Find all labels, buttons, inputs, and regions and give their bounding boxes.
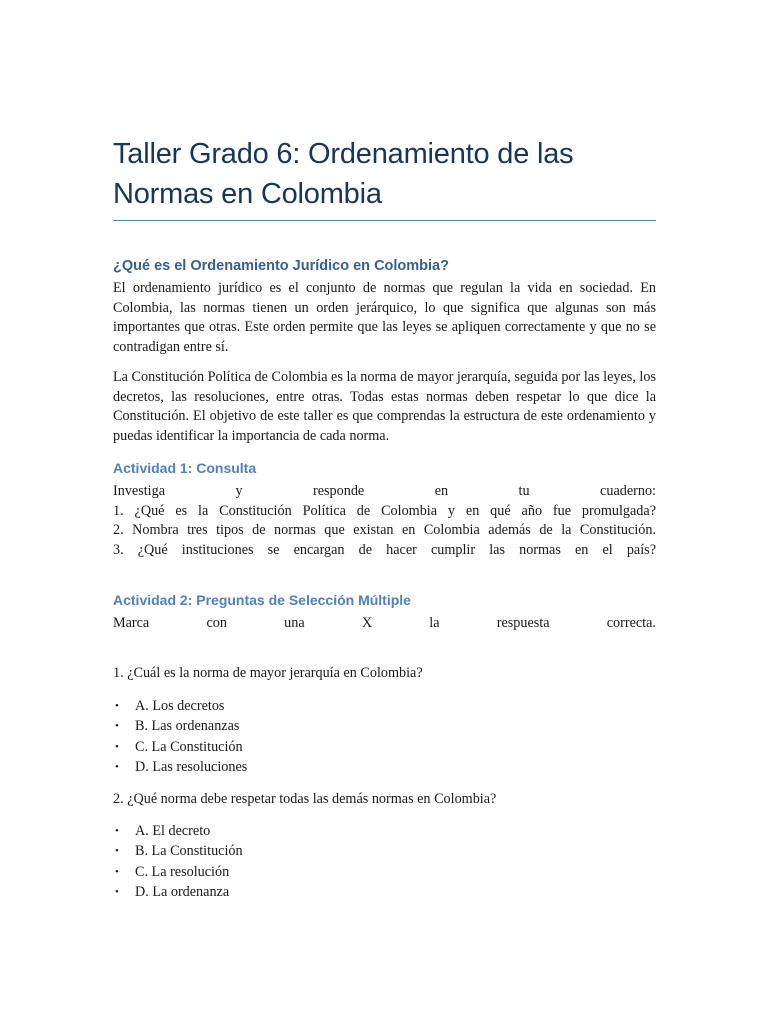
bullet-icon: • [115,825,119,837]
document-title: Taller Grado 6: Ordenamiento de las Normas en Colombia [113,138,574,210]
option-label: B. La Constitución [135,843,243,860]
intro-word: una [284,615,305,631]
intro-word: y [235,483,243,499]
bullet-icon: • [115,760,119,773]
activity1-item-3: 3. ¿Qué instituciones se encargan de hacer cumplir las normas en el país? [113,541,656,558]
options-list [113,821,656,902]
section1-paragraph-1: El ordenamiento jurídico es el conjunto de normas que regulan la vida en sociedad. En Colombia, las normas tienen un orden jerárquico, lo que significa que algunas son más importantes que otras. Este orden permite que las leyes se apliquen correctamente y que no se contradigan entre sí. [113,280,656,355]
section1-paragraph-2: La Constitución Política de Colombia es la norma de mayor jerarquía, seguida por las leyes, los decretos, las resoluciones, entre otras. Todas estas normas deben respetar lo que dice la Constitución. El objetivo de este taller es que comprendas la estructura de este ordenamiento y puedas identificar la importancia de cada norma. [113,369,656,444]
intro-word: Marca [113,615,150,631]
option-item[interactable] [113,841,656,861]
activity2-intro-wrap [113,614,656,634]
option-item[interactable] [113,882,656,902]
intro-word: X [361,615,373,631]
option-item[interactable] [113,862,656,882]
intro-word: respuesta [496,615,550,631]
option-label: C. La resolución [135,863,230,880]
question-1 [113,664,656,684]
question-text: 2. ¿Qué norma debe respetar todas las demás normas en Colombia? [113,791,497,807]
options-list [113,696,656,777]
bullet-icon: • [115,885,119,898]
section1-paragraph-2-wrap [113,368,656,446]
intro-word: cuaderno: [600,483,656,499]
option-label: B. Las ordenanzas [135,718,240,735]
intro-word: con [206,615,227,631]
section-what-is [113,256,656,276]
section-heading: ¿Qué es el Ordenamiento Jurídico en Colombia? [113,258,449,274]
bullet-icon: • [115,740,119,753]
option-label: A. El decreto [135,823,211,839]
activity1-heading: Actividad 1: Consulta [113,460,257,476]
intro-word: responde [313,483,365,499]
option-label: D. Las resoluciones [135,758,248,775]
bullet-icon: • [115,845,119,858]
intro-word: en [434,483,449,499]
activity1-body [113,482,656,560]
question-1-options [113,696,656,777]
option-label: A. Los decretos [135,698,225,714]
question-2-options [113,821,656,902]
section1-paragraph-1-wrap [113,279,656,357]
option-label: D. La ordenanza [135,883,230,900]
activity2-heading-wrap [113,590,656,610]
intro-word: correcta. [606,615,656,631]
bullet-icon: • [115,700,119,712]
option-item[interactable] [113,737,656,757]
activity1-intro [113,482,656,502]
intro-word: tu [518,483,530,499]
option-item[interactable] [113,716,656,736]
activity1-item-1: 1. ¿Qué es la Constitución Política de Colombia y en qué año fue promulgada? [113,502,656,519]
option-item[interactable] [113,757,656,777]
option-item[interactable] [113,696,656,716]
activity2-heading: Actividad 2: Preguntas de Selección Múltiple [113,592,411,608]
title-underline [113,220,656,221]
intro-word: Investiga [113,483,166,499]
question-2 [113,790,656,810]
option-item[interactable] [113,821,656,841]
activity1-heading-wrap [113,458,656,478]
option-label: C. La Constitución [135,738,243,755]
question-text: 1. ¿Cuál es la norma de mayor jerarquía en Colombia? [113,665,423,681]
intro-word: la [429,615,440,631]
bullet-icon: • [115,720,119,733]
activity1-item-2: 2. Nombra tres tipos de normas que existan en Colombia además de la Constitución. [113,522,656,538]
activity2-intro [113,614,656,634]
bullet-icon: • [115,865,119,878]
